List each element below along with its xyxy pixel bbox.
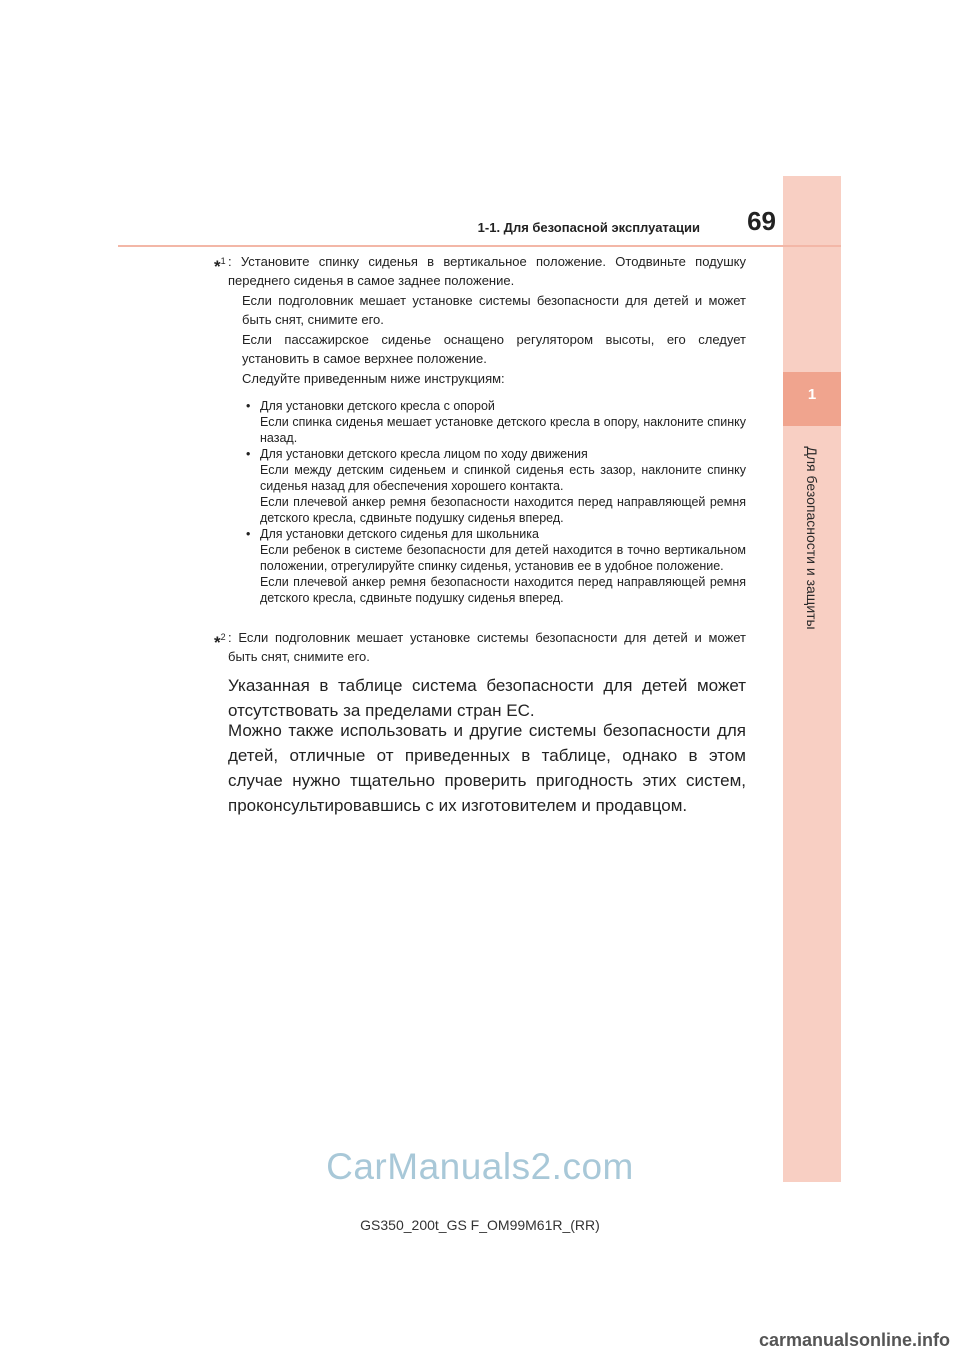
- page-number: 69: [747, 206, 776, 236]
- chapter-title: Для безопасности и защиты: [804, 446, 820, 630]
- footnote-text: Если пассажирское сиденье оснащено регулятором высоты, его следует установить в самое верхнее положение.: [242, 332, 746, 366]
- footnote-text: : Установите спинку сиденья в вертикальное положение. Отодвиньте подушку переднего сиденья в самое заднее положение.: [228, 254, 746, 288]
- chapter-side-tab: [783, 176, 841, 1182]
- document-code: GS350_200t_GS F_OM99M61R_(RR): [360, 1217, 600, 1233]
- list-item-heading: Для установки детского сиденья для школьника: [260, 527, 539, 541]
- list-item-text: Если плечевой анкер ремня безопасности находится перед направляющей ремня детского кресла, сдвиньте подушку сиденья вперед.: [260, 495, 746, 525]
- footnote-marker: *$^1$: [214, 256, 226, 276]
- chapter-number: 1: [807, 386, 817, 403]
- list-item-text: Если спинка сиденья мешает установке детского кресла в опору, наклоните спинку назад.: [260, 415, 746, 445]
- footnote-marker: *$^2$: [214, 632, 226, 652]
- list-item: • Для установки детского кресла с опорой Если спинка сиденья мешает установке детского кресла в опору, наклоните спинку назад.: [246, 399, 746, 445]
- watermark-site: carmanualsonline.info: [758, 1330, 950, 1350]
- body-paragraph: Указанная в таблице система безопасности для детей может отсутствовать за пределами стран ЕС.: [228, 676, 746, 720]
- section-title: 1-1. Для безопасной эксплуатации: [477, 220, 700, 235]
- list-item-heading: Для установки детского кресла с опорой: [260, 399, 495, 413]
- footnote-1: [214, 252, 746, 606]
- list-item-text: Если плечевой анкер ремня безопасности находится перед направляющей ремня детского кресла, сдвиньте подушку сиденья вперед.: [260, 575, 746, 605]
- instruction-list: [214, 398, 746, 606]
- footnote-2: [214, 628, 746, 666]
- footnote-text: Если подголовник мешает установке системы безопасности для детей и может быть снят, снимите его.: [242, 293, 746, 327]
- list-item: • Для установки детского сиденья для школьника Если ребенок в системе безопасности для детей находится в точно вертикальном положении, отрегулируйте спинку сиденья, установив ее в удобное положение. Если плечевой анкер ремня безопасности находится перед направляющей ремня детского кресла, сдвиньте подушку сиденья вперед.: [246, 527, 746, 605]
- body-paragraph: Можно также использовать и другие системы безопасности для детей, отличные от приведенных в таблице, однако в этом случае нужно тщательно проверить пригодность этих систем, проконсультировавшись с их изготовителем и продавцом.: [228, 721, 746, 815]
- watermark-logo: CarManuals2.com: [326, 1146, 634, 1187]
- footnote-text: : Если подголовник мешает установке системы безопасности для детей и может быть снят, снимите его.: [228, 630, 746, 664]
- list-item-text: Если между детским сиденьем и спинкой сиденья есть зазор, наклоните спинку сиденья назад для обеспечения хорошего контакта.: [260, 463, 746, 493]
- header-divider: [118, 245, 841, 247]
- list-item-heading: Для установки детского кресла лицом по ходу движения: [260, 447, 588, 461]
- footnote-text: Следуйте приведенным ниже инструкциям:: [242, 371, 505, 386]
- list-item: • Для установки детского кресла лицом по ходу движения Если между детским сиденьем и спинкой сиденья есть зазор, наклоните спинку сиденья назад для обеспечения хорошего контакта. Если плечевой анкер ремня безопасности находится перед направляющей ремня детского кресла, сдвиньте подушку сиденья вперед.: [246, 447, 746, 525]
- list-item-text: Если ребенок в системе безопасности для детей находится в точно вертикальном положении, отрегулируйте спинку сиденья, установив ее в удобное положение.: [260, 543, 746, 573]
